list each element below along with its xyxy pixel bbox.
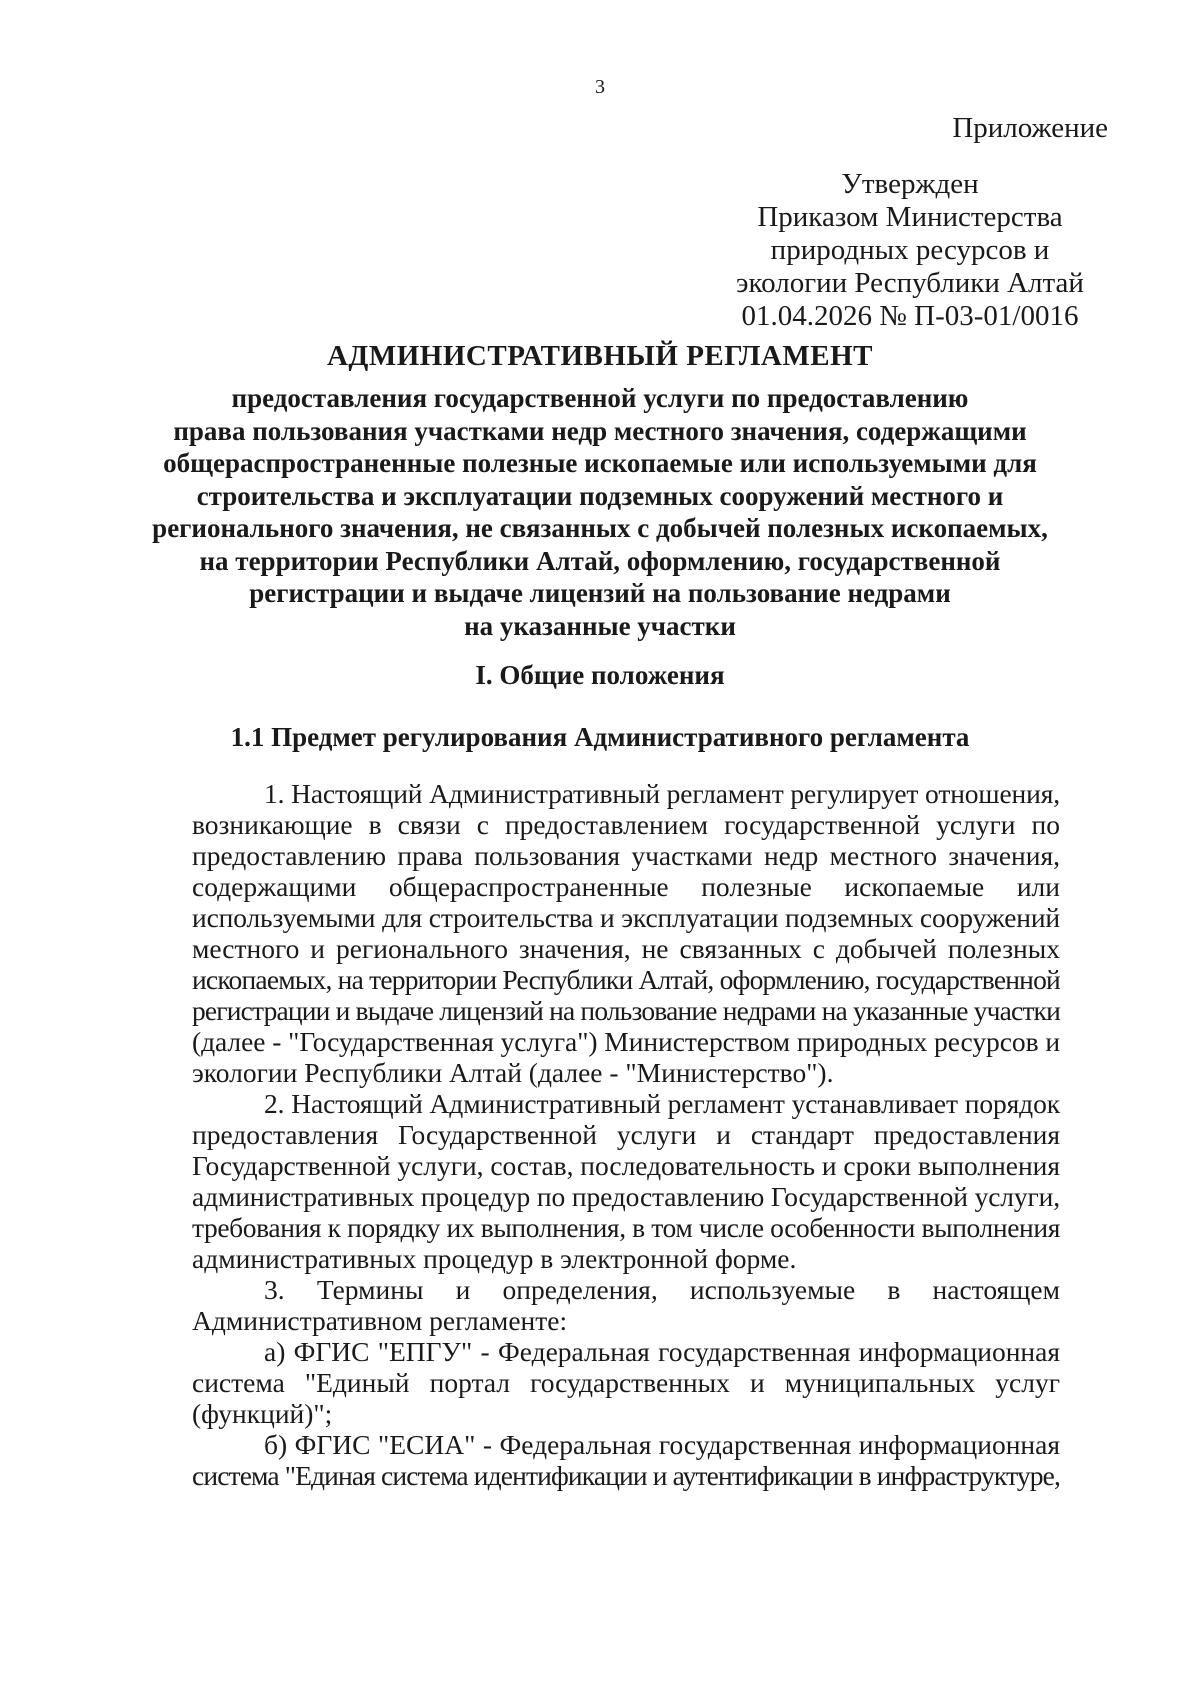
subtitle-line: права пользования участками недр местного значения, содержащими xyxy=(173,415,1027,446)
approval-block xyxy=(690,168,1130,333)
definition-item-b xyxy=(192,1429,1060,1491)
paragraph-line: 3. Термины и определения, используемые в настоящем xyxy=(264,1274,1060,1305)
document-title: АДМИНИСТРАТИВНЫЙ РЕГЛАМЕНТ xyxy=(326,340,873,372)
paragraph-line: предоставлению права пользования участками недр местного значения, xyxy=(192,840,1060,871)
paragraph-line: б) ФГИС "ЕСИА" - Федеральная государственная информационная xyxy=(264,1429,1060,1460)
definition-item-a xyxy=(192,1336,1060,1429)
paragraph-line: экологии Республики Алтай (далее - "Министерство"). xyxy=(192,1057,834,1088)
subtitle-line: регионального значения, не связанных с добычей полезных ископаемых, xyxy=(152,513,1048,543)
paragraph-line: 1. Настоящий Административный регламент регулирует отношения, xyxy=(264,778,1060,809)
paragraph-1 xyxy=(192,778,1060,1088)
paragraph-line: (далее - "Государственная услуга") Министерством природных ресурсов и xyxy=(192,1026,1060,1057)
subtitle-line: на указанные участки xyxy=(464,610,736,641)
subtitle-line: общераспространенные полезные ископаемые или используемыми для xyxy=(163,448,1037,478)
approval-line: 01.04.2026 № П-03-01/0016 xyxy=(741,300,1079,332)
paragraph-line: местного и регионального значения, не связанных с добычей полезных xyxy=(192,933,1060,964)
paragraph-line: требования к порядку их выполнения, в том числе особенности выполнения xyxy=(192,1212,1060,1243)
subtitle-line: регистрации и выдаче лицензий на пользование недрами xyxy=(249,578,951,608)
paragraph-line: используемыми для строительства и эксплуатации подземных сооружений xyxy=(192,902,1060,933)
paragraph-line: Государственной услуги, состав, последовательность и сроки выполнения xyxy=(192,1150,1060,1181)
paragraph-line: регистрации и выдаче лицензий на пользование недрами на указанные участки xyxy=(192,995,1060,1026)
paragraph-line: 2. Настоящий Административный регламент устанавливает порядок xyxy=(264,1088,1060,1119)
subtitle-line: на территории Республики Алтай, оформлению, государственной xyxy=(199,545,1001,576)
page-number: 3 xyxy=(595,76,605,98)
approval-line: природных ресурсов и xyxy=(770,234,1050,266)
approval-line: Утвержден xyxy=(841,168,979,200)
section-heading: I. Общие положения xyxy=(475,660,725,690)
paragraph-line: возникающие в связи с предоставлением государственной услуги по xyxy=(192,809,1060,840)
paragraph-line: (функций)"; xyxy=(192,1398,333,1429)
document-subtitle xyxy=(150,382,1050,642)
paragraph-line: система "Единая система идентификации и аутентификации в инфраструктуре, xyxy=(192,1460,1060,1491)
paragraph-line: система "Единый портал государственных и муниципальных услуг xyxy=(192,1367,1060,1398)
paragraph-line: административных процедур в электронной форме. xyxy=(192,1243,797,1274)
paragraph-line: предоставления Государственной услуги и стандарт предоставления xyxy=(192,1119,1060,1150)
paragraph-line: Административном регламенте: xyxy=(192,1305,568,1336)
appendix-label: Приложение xyxy=(952,112,1108,144)
paragraph-2 xyxy=(192,1088,1060,1274)
approval-line: экологии Республики Алтай xyxy=(736,267,1084,299)
subsection-heading: 1.1 Предмет регулирования Административного регламента xyxy=(230,722,970,752)
subtitle-line: строительства и эксплуатации подземных сооружений местного и xyxy=(196,480,1004,511)
paragraph-line: ископаемых, на территории Республики Алтай, оформлению, государственной xyxy=(192,964,1060,995)
approval-line: Приказом Министерства xyxy=(757,201,1063,233)
paragraph-line: содержащими общераспространенные полезные ископаемые или xyxy=(192,871,1060,902)
paragraph-line: а) ФГИС "ЕПГУ" - Федеральная государственная информационная xyxy=(264,1336,1060,1367)
paragraph-3 xyxy=(192,1274,1060,1336)
paragraph-line: административных процедур по предоставлению Государственной услуги, xyxy=(192,1181,1060,1212)
subtitle-line: предоставления государственной услуги по предоставлению xyxy=(231,383,969,413)
